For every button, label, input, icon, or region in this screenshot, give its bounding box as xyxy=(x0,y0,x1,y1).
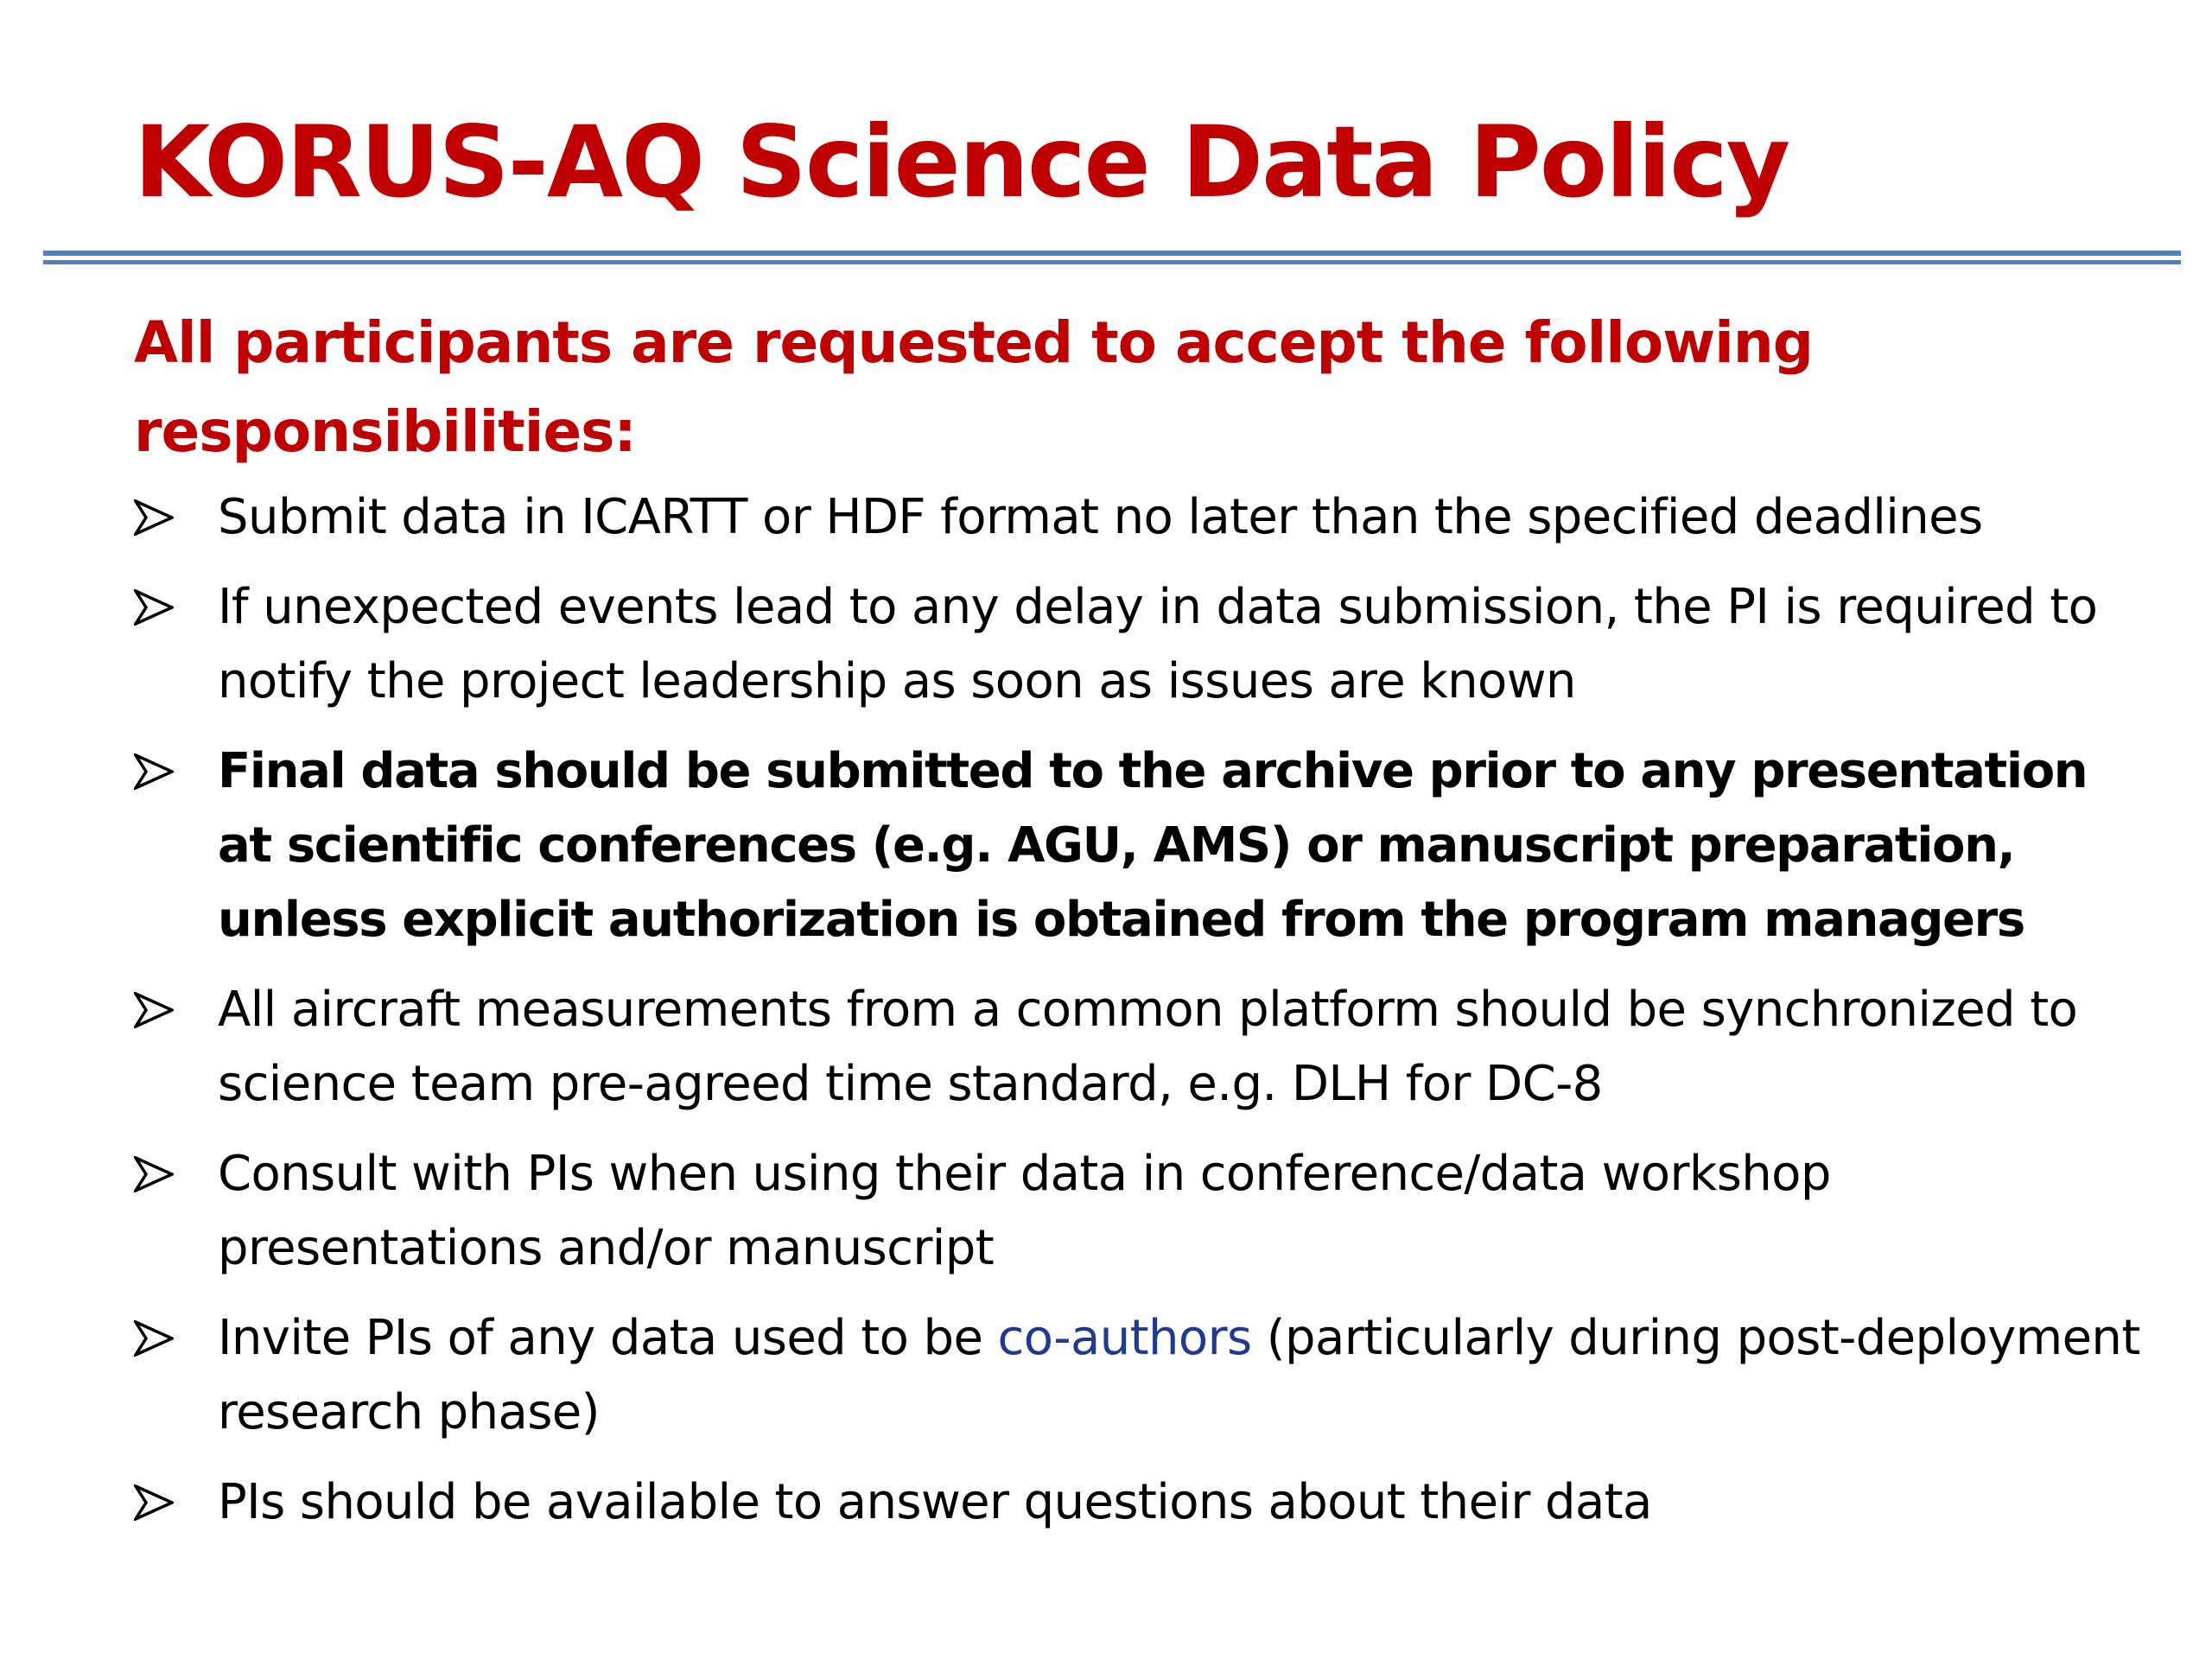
list-item-text: Submit data in ICARTT or HDF format no later than the specified deadlines xyxy=(218,489,1983,545)
arrowhead-bullet-icon xyxy=(134,1484,174,1521)
arrowhead-bullet-icon xyxy=(134,992,174,1028)
list-item xyxy=(134,973,2147,1122)
list-item xyxy=(134,1137,2147,1286)
co-authors-link[interactable]: co-authors xyxy=(997,1310,1252,1366)
list-item-text: All aircraft measurements from a common platform should be synchronized to science team pre-agreed time standard, e.g. DLH for DC-8 xyxy=(218,982,2078,1112)
responsibility-list xyxy=(134,480,2147,1555)
arrowhead-bullet-icon xyxy=(134,1156,174,1192)
arrowhead-bullet-icon xyxy=(134,589,174,626)
title-divider-top xyxy=(43,251,2181,256)
slide-title: KORUS-AQ Science Data Policy xyxy=(134,105,1789,219)
list-item-text: PIs should be available to answer questions about their data xyxy=(218,1474,1652,1530)
list-item xyxy=(134,734,2147,957)
list-item-text: Final data should be submitted to the archive prior to any presentation at scientific conferences (e.g. AGU, AMS) or manuscript preparation, unless explicit authorization is obtained from the program managers xyxy=(218,743,2088,948)
arrowhead-bullet-icon xyxy=(134,753,174,790)
list-item xyxy=(134,1465,2147,1540)
list-item-text: Consult with PIs when using their data in conference/data workshop presentations and/or manuscript xyxy=(218,1146,1831,1276)
list-item xyxy=(134,1301,2147,1450)
arrowhead-bullet-icon xyxy=(134,499,174,536)
list-item-text-after-link: (particularly during post-deployment research phase) xyxy=(218,1310,2140,1440)
list-item xyxy=(134,570,2147,719)
slide-subtitle: All participants are requested to accept the following responsibilities: xyxy=(134,309,1814,465)
title-divider-bottom xyxy=(43,260,2181,264)
list-item xyxy=(134,480,2147,555)
arrowhead-bullet-icon xyxy=(134,1320,174,1357)
list-item-text-before-link: Invite PIs of any data used to be xyxy=(218,1310,998,1366)
list-item-text: If unexpected events lead to any delay in data submission, the PI is required to notify the project leadership as soon as issues are known xyxy=(218,579,2098,709)
